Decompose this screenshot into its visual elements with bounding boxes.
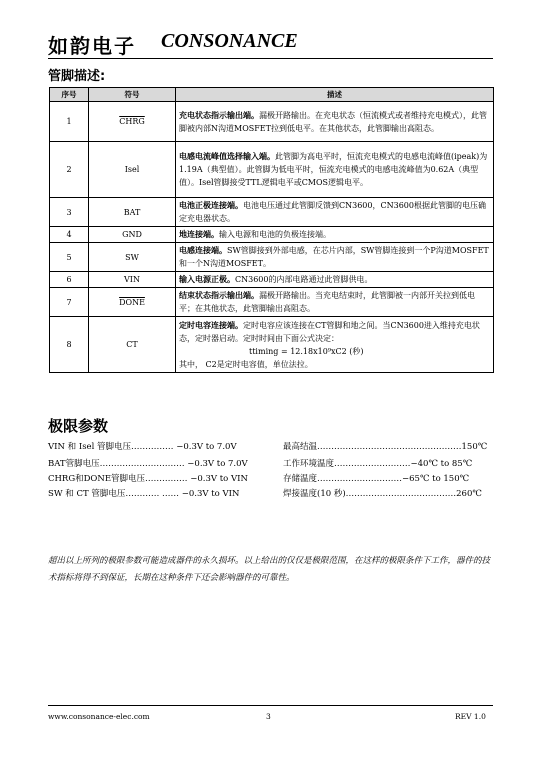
pin-symbol-text: VIN (124, 275, 140, 284)
footer-rule (48, 705, 493, 706)
rating-right-1: 最高结温……………………………………………150℃ (283, 442, 488, 452)
footer-page: 3 (266, 712, 271, 721)
pin-section-title: 管脚描述: (48, 69, 106, 84)
pin-function-label: 电池正极连接端。 (179, 200, 243, 210)
pin-description-note: 其中， C2是定时电容值，单位法拉。 (179, 359, 313, 369)
pin-function-label: 电感连接端。 (179, 245, 227, 255)
pin-symbol (89, 288, 176, 317)
pin-function-label: 输入电源正极。 (179, 274, 235, 284)
rating-left-2: BAT管脚电压………………………… −0.3V to 7.0V (48, 459, 248, 469)
header-symbol: 符号 (89, 88, 176, 102)
pin-description (176, 142, 494, 198)
pin-number: 1 (50, 102, 89, 142)
rating-right-4: 焊接温度(10 秒)…………………………………260℃ (283, 489, 482, 499)
pin-number: 5 (50, 243, 89, 272)
pin-description (176, 102, 494, 142)
ratings-title: 极限参数 (48, 417, 109, 435)
pin-table (49, 87, 494, 373)
pin-function-label: 地连接端。 (179, 229, 219, 239)
pin-function-label: 定时电容连接端。 (179, 319, 243, 330)
pin-symbol-text: DONE (119, 297, 145, 307)
table-row (50, 288, 494, 317)
pin-symbol-text: Isel (124, 165, 140, 174)
pin-description (176, 198, 494, 227)
pin-description (176, 288, 494, 317)
pin-description-text: 此管脚为高电平时，恒流充电模式的电感电流峰值(ipeak)为1.19A（典型值）。此管脚为低电平时，恒流充电模式的电感电流峰值为0.62A（典型值）。Isel管脚接受TTL逻辑电平或CMOS逻辑电平。 (179, 152, 488, 187)
pin-description-text: 定时电容应该连接在CT管脚和地之间。当CN3600进入维持充电状态，定时器启动。定时时间由下面公式决定： (179, 320, 480, 343)
pin-symbol-text: CHRG (119, 117, 145, 126)
page-header (48, 30, 493, 58)
pin-number: 4 (50, 227, 89, 243)
pin-description-text: 电池电压通过此管脚反馈到CN3600，CN3600根据此管脚的电压确定充电器状态。 (179, 201, 486, 223)
warning-note: 超出以上所列的极限参数可能造成器件的永久损坏。以上给出的仅仅是极限范围，在这样的极限条件下工作，器件的技术指标将得不到保证，长期在这种条件下还会影响器件的可靠性。 (48, 556, 491, 583)
pin-symbol (89, 102, 176, 142)
table-row (50, 198, 494, 227)
rating-left-3: CHRG和DONE管脚电压…………… −0.3V to VIN (48, 474, 248, 484)
table-row (50, 272, 494, 288)
pin-table-header (50, 88, 494, 102)
rating-left-4: SW 和 CT 管脚电压………… …… −0.3V to VIN (48, 489, 240, 499)
pin-symbol (89, 317, 176, 373)
pin-number: 8 (50, 317, 89, 373)
pin-number: 7 (50, 288, 89, 317)
table-row (50, 243, 494, 272)
pin-description-text: 输入电源和电池的负极连接端。 (219, 230, 331, 239)
pin-description (176, 243, 494, 272)
rating-right-3: 存储温度…………………………−65℃ to 150℃ (283, 474, 470, 484)
pin-symbol-text: CT (126, 340, 138, 349)
pin-description-text: 漏极开路输出。在充电状态（恒流模式或者维持充电模式），此管脚被内部N沟道MOSFET拉到低电平。在其他状态，此管脚输出高阻态。 (179, 110, 487, 133)
pin-symbol (89, 227, 176, 243)
pin-description (176, 272, 494, 288)
pin-symbol (89, 272, 176, 288)
pin-symbol (89, 198, 176, 227)
pin-number: 6 (50, 272, 89, 288)
header-desc: 描述 (176, 88, 494, 102)
rating-right-2: 工作环境温度………………………−40℃ to 85℃ (283, 459, 473, 469)
brand-en: CONSONANCE (161, 30, 298, 52)
timing-formula: ttiming = 12.18x10⁹xC2 (秒) (249, 346, 364, 356)
pin-number: 2 (50, 142, 89, 198)
pin-function-label: 结束状态指示输出端。 (179, 290, 259, 300)
footer-rev: REV 1.0 (455, 712, 486, 721)
pin-symbol-text: BAT (123, 207, 141, 217)
table-row (50, 142, 494, 198)
brand-cn: 如韵电子 (48, 34, 136, 58)
pin-symbol-text: GND (122, 230, 142, 239)
pin-description-text: CN3600的内部电路通过此管脚供电。 (235, 275, 373, 284)
pin-function-label: 充电状态指示输出端。 (179, 109, 259, 120)
pin-number: 3 (50, 198, 89, 227)
table-row (50, 227, 494, 243)
pin-description-text: SW管脚接到外部电感，在芯片内部，SW管脚连接到一个P沟道MOSFET和一个N沟道MOSFET。 (179, 246, 489, 268)
pin-symbol (89, 142, 176, 198)
pin-symbol-text: SW (125, 252, 139, 262)
header-rule (48, 58, 493, 59)
table-row (50, 317, 494, 373)
pin-function-label: 电感电流峰值选择输入端。 (179, 151, 275, 161)
header-num: 序号 (50, 88, 89, 102)
pin-description-text: 漏极开路输出。当充电结束时，此管脚被一内部开关拉到低电平；在其他状态，此管脚输出高阻态。 (179, 291, 475, 313)
pin-description (176, 317, 494, 373)
pin-description (176, 227, 494, 243)
footer-url: www.consonance-elec.com (48, 712, 150, 721)
table-row (50, 102, 494, 142)
pin-symbol (89, 243, 176, 272)
rating-left-1: VIN 和 Isel 管脚电压…………… −0.3V to 7.0V (48, 442, 237, 452)
